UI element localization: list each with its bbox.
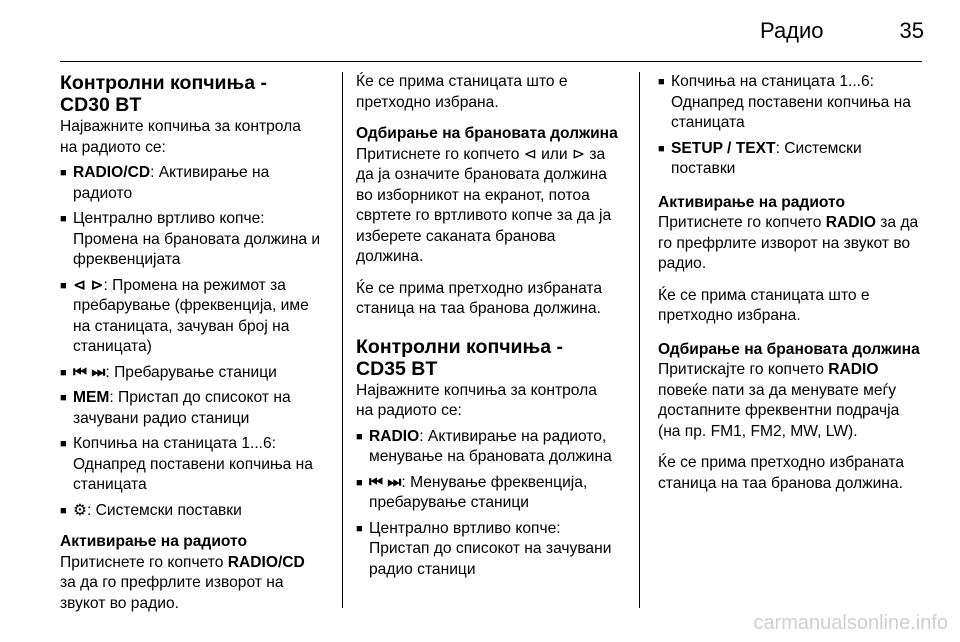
list-item: [60, 388, 322, 429]
list-item-text: Копчиња на станицата 1...6: Однапред поставени копчиња на станицата: [671, 73, 911, 131]
bullet-marker: ■: [658, 76, 665, 88]
intro-text: Најважните копчиња за контрола на радиото се:: [60, 118, 301, 156]
key-label: SETUP / TEXT: [671, 139, 776, 157]
text: за да го префрлите изворот на звукот во радио.: [658, 214, 919, 272]
subheading-activate: Активирање на радиото: [60, 533, 247, 550]
key-label: RADIO/CD: [73, 164, 151, 181]
list-item-text: Централно вртливо копче: Промена на брановата должина и фреквенцијата: [73, 210, 321, 268]
list-item-text: Копчиња на станицата 1...6: Однапред поставени копчиња на станицата: [73, 435, 313, 493]
list-item-text: : Системски поставки: [671, 139, 862, 177]
page-section-title: Радио: [760, 18, 824, 43]
list-item-text: : Промена на режимот за пребарување (фреквенција, име на станицата, зачуван број на станицата): [73, 276, 309, 355]
subheading-select-band: Одбирање на брановата должина: [356, 125, 618, 142]
select-text: [658, 360, 920, 442]
activate-result: Ќе се прима станицата што е претходно избрана.: [658, 286, 870, 324]
bullet-marker: ■: [60, 438, 67, 450]
list-item-text: : Пребарување станици: [105, 363, 277, 381]
list-item: [356, 473, 618, 514]
controls-list: [658, 72, 920, 180]
key-label: ⊲ ⊳: [73, 276, 104, 294]
list-item: [60, 363, 322, 384]
key-label: RADIO/CD: [227, 553, 305, 571]
key-label: ⚙: [73, 501, 87, 519]
bullet-marker: ■: [60, 213, 67, 225]
list-item-text: : Активирање на радиото: [73, 164, 270, 202]
list-item: [658, 72, 920, 134]
key-label: RADIO: [825, 214, 876, 231]
key-label: ⏮ ⏭: [73, 363, 106, 381]
list-item-text: : Системски поставки: [86, 501, 242, 519]
select-result: Ќе се прима претходно избраната станица на таа бранова должина.: [356, 279, 603, 317]
text: Притиснете го копчето: [60, 553, 228, 571]
bullet-marker: ■: [60, 504, 67, 517]
list-item: [60, 163, 322, 204]
activate-text: [658, 213, 920, 275]
activate-text: [60, 553, 322, 615]
bullet-marker: ■: [60, 366, 67, 379]
key-label: ⏮ ⏭: [369, 473, 402, 491]
list-item: [356, 519, 618, 581]
select-result: Ќе се прима претходно избраната станица на таа бранова должина.: [658, 454, 905, 492]
bullet-marker: ■: [356, 522, 363, 535]
result-text: Ќе се прима станицата што е претходно избрана.: [356, 73, 568, 111]
column-separator: [342, 72, 343, 608]
bullet-marker: ■: [60, 167, 67, 179]
list-item-text: : Менување фреквенција, пребарување станици: [369, 473, 588, 511]
text: Притискајте го копчето: [658, 361, 829, 378]
watermark: carmanualsonline.info: [753, 612, 948, 634]
key-label: RADIO: [369, 427, 420, 445]
list-item-text: : Активирање на радиото, менување на брановата должина: [369, 427, 612, 465]
text: повеќе пати за да менувате меѓу достапните фреквентни подрачја (на пр. FM1, FM2, MW, LW).: [658, 381, 900, 440]
list-item: [60, 434, 322, 496]
list-item: [658, 139, 920, 180]
list-item: [356, 427, 618, 468]
bullet-marker: ■: [356, 476, 363, 489]
list-item-text: : Пристап до списокот на зачувани радио станици: [73, 389, 291, 427]
bullet-marker: ■: [658, 142, 665, 155]
list-item: [60, 501, 322, 522]
column-2: [356, 72, 618, 591]
subheading-select-band: Одбирање на брановата должина: [658, 340, 920, 358]
section-heading-cd30: Контролни копчиња - CD30 BT: [60, 72, 267, 116]
controls-list: [60, 163, 322, 521]
select-text: Притиснете го копчето ⊲ или ⊳ за да ја означите брановата должина во изборникот на екранот, потоа свртете го вртливото копче за да ја изберете саканата бранова должина.: [356, 145, 612, 265]
header-rule: [60, 61, 922, 62]
text: Притиснете го копчето: [658, 214, 826, 231]
bullet-marker: ■: [60, 279, 67, 292]
list-item: [60, 209, 322, 271]
column-3: [658, 72, 920, 505]
controls-list: [356, 427, 618, 581]
text: за да го префрлите изворот на звукот во радио.: [60, 574, 284, 612]
subheading-activate: Активирање на радиото: [658, 193, 845, 211]
page-number: 35: [899, 18, 924, 43]
bullet-marker: ■: [60, 392, 67, 404]
intro-text: Најважните копчиња за контрола на радиото се:: [356, 381, 597, 419]
key-label: RADIO: [828, 361, 879, 378]
key-label: MEM: [73, 389, 110, 406]
list-item-text: Централно вртливо копче: Пристап до списокот на зачувани радио станици: [369, 519, 612, 578]
column-1: [60, 72, 322, 625]
bullet-marker: ■: [356, 430, 363, 443]
column-separator: [639, 72, 640, 608]
list-item: [60, 276, 322, 358]
section-heading-cd35: Контролни копчиња - CD35 BT: [356, 335, 563, 380]
